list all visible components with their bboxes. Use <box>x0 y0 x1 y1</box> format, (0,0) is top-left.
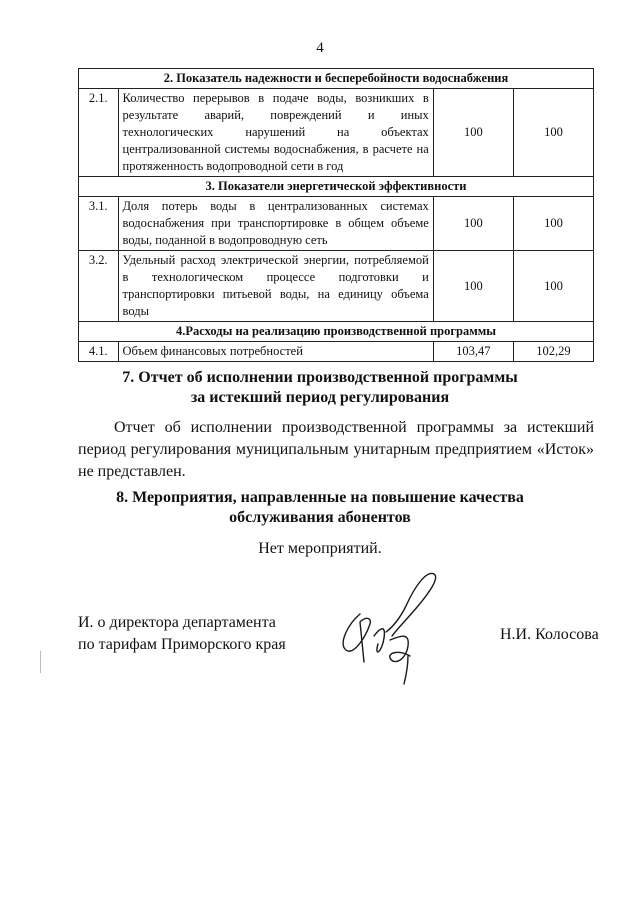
table-section-header <box>79 177 594 197</box>
row-value-2: 102,29 <box>513 342 593 362</box>
section-8-text: Нет мероприятий. <box>258 540 382 557</box>
handwritten-signature <box>330 566 450 686</box>
row-value-2: 100 <box>513 89 593 177</box>
row-value-2: 100 <box>513 197 593 251</box>
row-number: 3.1. <box>79 197 119 251</box>
row-description: Объем финансовых потребностей <box>118 342 433 362</box>
section-title: 3. Показатели энергетической эффективности <box>79 177 594 197</box>
section-8-heading-line2: обслуживания абонентов <box>229 509 411 526</box>
row-number: 4.1. <box>79 342 119 362</box>
row-value-1: 100 <box>433 251 513 322</box>
signer-title-line2: по тарифам Приморского края <box>78 636 286 653</box>
indicators-table <box>78 68 594 362</box>
table-section-header <box>79 322 594 342</box>
section-8-heading <box>0 488 640 528</box>
row-value-1: 100 <box>433 197 513 251</box>
table-row <box>79 197 594 251</box>
signer-title-line1: И. о директора департамента <box>78 614 276 631</box>
signer-name: Н.И. Колосова <box>500 626 599 643</box>
row-description: Доля потерь воды в централизованных системах водоснабжения при транспортировке в общем объеме воды, поданной в водопроводную сеть <box>118 197 433 251</box>
section-7-heading-line2: за истекший период регулирования <box>190 389 450 406</box>
section-7-text: Отчет об исполнении производственной программы за истекший период регулирования муниципальным унитарным предприятием «Исток» не представлен. <box>78 419 594 480</box>
section-title: 2. Показатель надежности и бесперебойности водоснабжения <box>79 69 594 89</box>
page-number: 4 <box>316 40 324 56</box>
table-row <box>79 251 594 322</box>
table-row <box>79 342 594 362</box>
row-description: Удельный расход электрической энергии, потребляемой в технологическом процессе подготовки и транспортировки питьевой воды, на единицу объема воды <box>118 251 433 322</box>
row-value-1: 100 <box>433 89 513 177</box>
table-section-header <box>79 69 594 89</box>
section-7-heading-line1: 7. Отчет об исполнении производственной программы <box>122 369 518 386</box>
signer-title <box>78 612 286 656</box>
row-number: 2.1. <box>79 89 119 177</box>
table-row <box>79 89 594 177</box>
row-number: 3.2. <box>79 251 119 322</box>
row-value-2: 100 <box>513 251 593 322</box>
margin-mark <box>40 651 41 673</box>
section-title: 4.Расходы на реализацию производственной программы <box>79 322 594 342</box>
row-value-1: 103,47 <box>433 342 513 362</box>
section-8-heading-line1: 8. Мероприятия, направленные на повышение качества <box>116 489 524 506</box>
row-description: Количество перерывов в подаче воды, возникших в результате аварий, повреждений и иных технологических нарушений на объектах централизованной системы водоснабжения, в расчете на протяженность водопроводной сети в год <box>118 89 433 177</box>
section-7-paragraph <box>78 417 594 483</box>
section-7-heading <box>0 368 640 408</box>
